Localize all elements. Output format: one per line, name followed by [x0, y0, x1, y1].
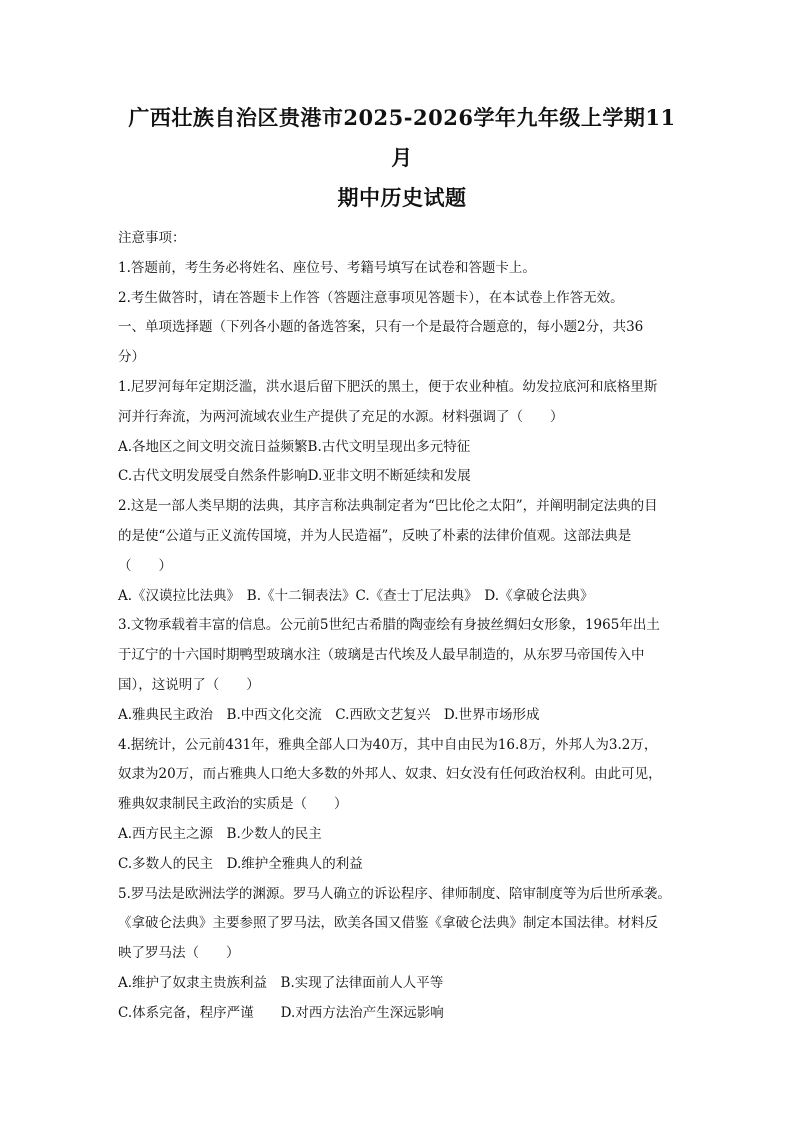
question-options: A.雅典民主政治 B.中西文化交流 C.西欧文艺复兴 D.世界市场形成 — [118, 706, 540, 723]
question-stem-line: 2.这是一部人类早期的法典，其序言称法典制定者为“巴比伦之太阳”，并阐明制定法典的目 — [118, 498, 658, 515]
question-options: C.多数人的民主 D.维护全雅典人的利益 — [118, 855, 363, 872]
exam-page — [118, 98, 686, 1029]
exam-subtitle: 期中历史试题 — [337, 185, 467, 210]
question-stem-line: 4.据统计，公元前431年，雅典全部人口为40万，其中自由民为16.8万，外邦人为3.2万， — [118, 736, 658, 753]
question-stem-line: 映了罗马法（ ） — [118, 945, 240, 962]
question-options: C.体系完备，程序严谨 D.对西方法治产生深远影响 — [118, 1004, 444, 1021]
section-heading-line: 分） — [118, 349, 145, 366]
notice-heading: 注意事项： — [118, 230, 186, 246]
question-options: A.《汉谟拉比法典》 B.《十二铜表法》C.《查士丁尼法典》 D.《拿破仑法典》 — [118, 587, 594, 604]
notice-item: 1.答题前，考生务必将姓名、座位号、考籍号填写在试卷和答题卡上。 — [118, 259, 536, 276]
question-stem-line: 河并行奔流，为两河流域农业生产提供了充足的水源。材料强调了（ ） — [118, 408, 564, 425]
question-options: A.各地区之间文明交流日益频繁B.古代文明呈现出多元特征 — [118, 438, 471, 455]
question-stem-line: 于辽宁的十六国时期鸭型玻璃水注（玻璃是古代埃及人最早制造的，从东罗马帝国传入中 — [118, 647, 645, 664]
question-5 — [118, 880, 686, 1029]
question-stem-line: 《拿破仑法典》主要参照了罗马法，欧美各国又借鉴《拿破仑法典》制定本国法律。材料反 — [118, 915, 658, 932]
question-stem-line: （ ） — [118, 557, 172, 574]
notice-block — [118, 224, 686, 313]
question-stem-line: 1.尼罗河每年定期泛滥，洪水退后留下肥沃的黑土，便于农业种植。幼发拉底河和底格里斯 — [118, 378, 658, 395]
exam-title: 广西壮族自治区贵港市2025-2026学年九年级上学期11月 — [128, 105, 676, 170]
question-stem-line: 3.文物承载着丰富的信息。公元前5世纪古希腊的陶壶绘有身披丝绸妇女形象，1965年出土 — [118, 617, 660, 634]
question-stem-line: 雅典奴隶制民主政治的实质是（ ） — [118, 796, 348, 813]
question-stem-line: 国），这说明了（ ） — [118, 676, 260, 693]
question-stem-line: 5.罗马法是欧洲法学的渊源。罗马人确立的诉讼程序、律师制度、陪审制度等为后世所承袭。 — [118, 885, 671, 902]
question-1 — [118, 373, 686, 492]
question-3 — [118, 611, 686, 730]
question-stem-line: 奴隶为20万，而占雅典人口绝大多数的外邦人、奴隶、妇女没有任何政治权利。由此可见， — [118, 766, 662, 783]
section-heading-line: 一、单项选择题（下列各小题的备选答案，只有一个是最符合题意的，每小题2分，共36 — [118, 319, 644, 336]
question-options: A.西方民主之源 B.少数人的民主 — [118, 825, 322, 842]
question-stem-line: 的是使“公道与正义流传国境，并为人民造福”，反映了朴素的法律价值观。这部法典是 — [118, 527, 632, 544]
question-options: A.维护了奴隶主贵族利益 B.实现了法律面前人人平等 — [118, 974, 444, 991]
notice-item: 2.考生做答时，请在答题卡上作答（答题注意事项见答题卡），在本试卷上作答无效。 — [118, 289, 624, 306]
question-4 — [118, 731, 686, 880]
section-heading — [118, 313, 686, 373]
question-2 — [118, 492, 686, 611]
question-options: C.古代文明发展受自然条件影响D.亚非文明不断延续和发展 — [118, 468, 471, 485]
